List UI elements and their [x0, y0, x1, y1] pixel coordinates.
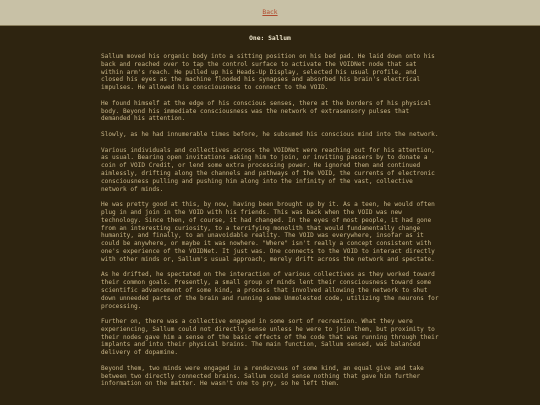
story-paragraph: Beyond them, two minds were engaged in a rendezvous of some kind, an equal give and take between two directly connected brains. Sallum could sense nothing that gave him further information on the matter. He wasn't one to pry, so he left them.: [101, 364, 424, 388]
story-paragraph: As he drifted, he spectated on the interaction of various collectives as they worked toward their common goals. Presently, a small group of minds lent their consciousness toward some scientific advancement of some kind, a process that involved allowing the network to shut down unneeded parts of the brain and running some Unmolested code, utilizing the neurons for processing.: [101, 271, 439, 310]
reading-area: [0, 26, 540, 405]
back-link[interactable]: Back: [262, 9, 278, 16]
story-paragraph: Sallum moved his organic body into a sitting position on his bed pad. He laid down onto his back and reached over to tap the control surface to activate the VOIDNet node that sat within arm's reach. He pulled up his Heads-Up Display, selected his usual profile, and closed his eyes as the machine flooded his synapses and absorbed his brain's electrical impulses. He allowed his consciousness to connect to the VOID.: [101, 53, 435, 92]
story-paragraph: He found himself at the edge of his conscious senses, there at the borders of his physical body. Beyond his immediate consciousness was the network of extrasensory pulses that demanded his attention.: [101, 99, 432, 123]
top-navigation-bar: [0, 0, 540, 26]
chapter-title: One: Sallum: [249, 35, 291, 42]
story-paragraph: Various individuals and collectives across the VOIDNet were reaching out for his attention, as usual. Bearing open invitations asking him to join, or inviting passers by to donate a coin of VOID Credit, or lend some extra processing power. He ignored them and continued aimlessly, drifting along the channels and pathways of the VOID, the currents of electronic consciousness pulling and pushing him along into the infinity of the vast, collective network of minds.: [101, 146, 435, 193]
story-paragraph: He was pretty good at this, by now, having been brought up by it. As a teen, he would often plug in and join in the VOID with his friends. This was back when the VOID was new technology. Since then, of course, it had changed. In the eyes of most people, it had gone from an interesting curiosity, to a terrifying monolith that would fundamentally change humanity, and finally, to an unavoidable reality. The VOID was everywhere, insofar as it could be anywhere, or maybe it was nowhere. "Where" isn't really a concept consistent with one's experience of the VOIDNet. It just was. One connects to the VOID to interact directly with other minds or, Sallum's usual approach, merely drift across the network and spectate.: [101, 201, 435, 263]
story-paragraph: Further on, there was a collective engaged in some sort of recreation. What they were experiencing, Sallum could not directly sense unless he were to join them, but proximity to their nodes gave him a sense of the basic effects of the code that was running through their implants and into their physical brains. The main function, Sallum sensed, was balanced delivery of dopamine.: [101, 318, 439, 357]
story-paragraph: Slowly, as he had innumerable times before, he subsumed his conscious mind into the network.: [101, 130, 439, 138]
story-text: [101, 53, 439, 396]
